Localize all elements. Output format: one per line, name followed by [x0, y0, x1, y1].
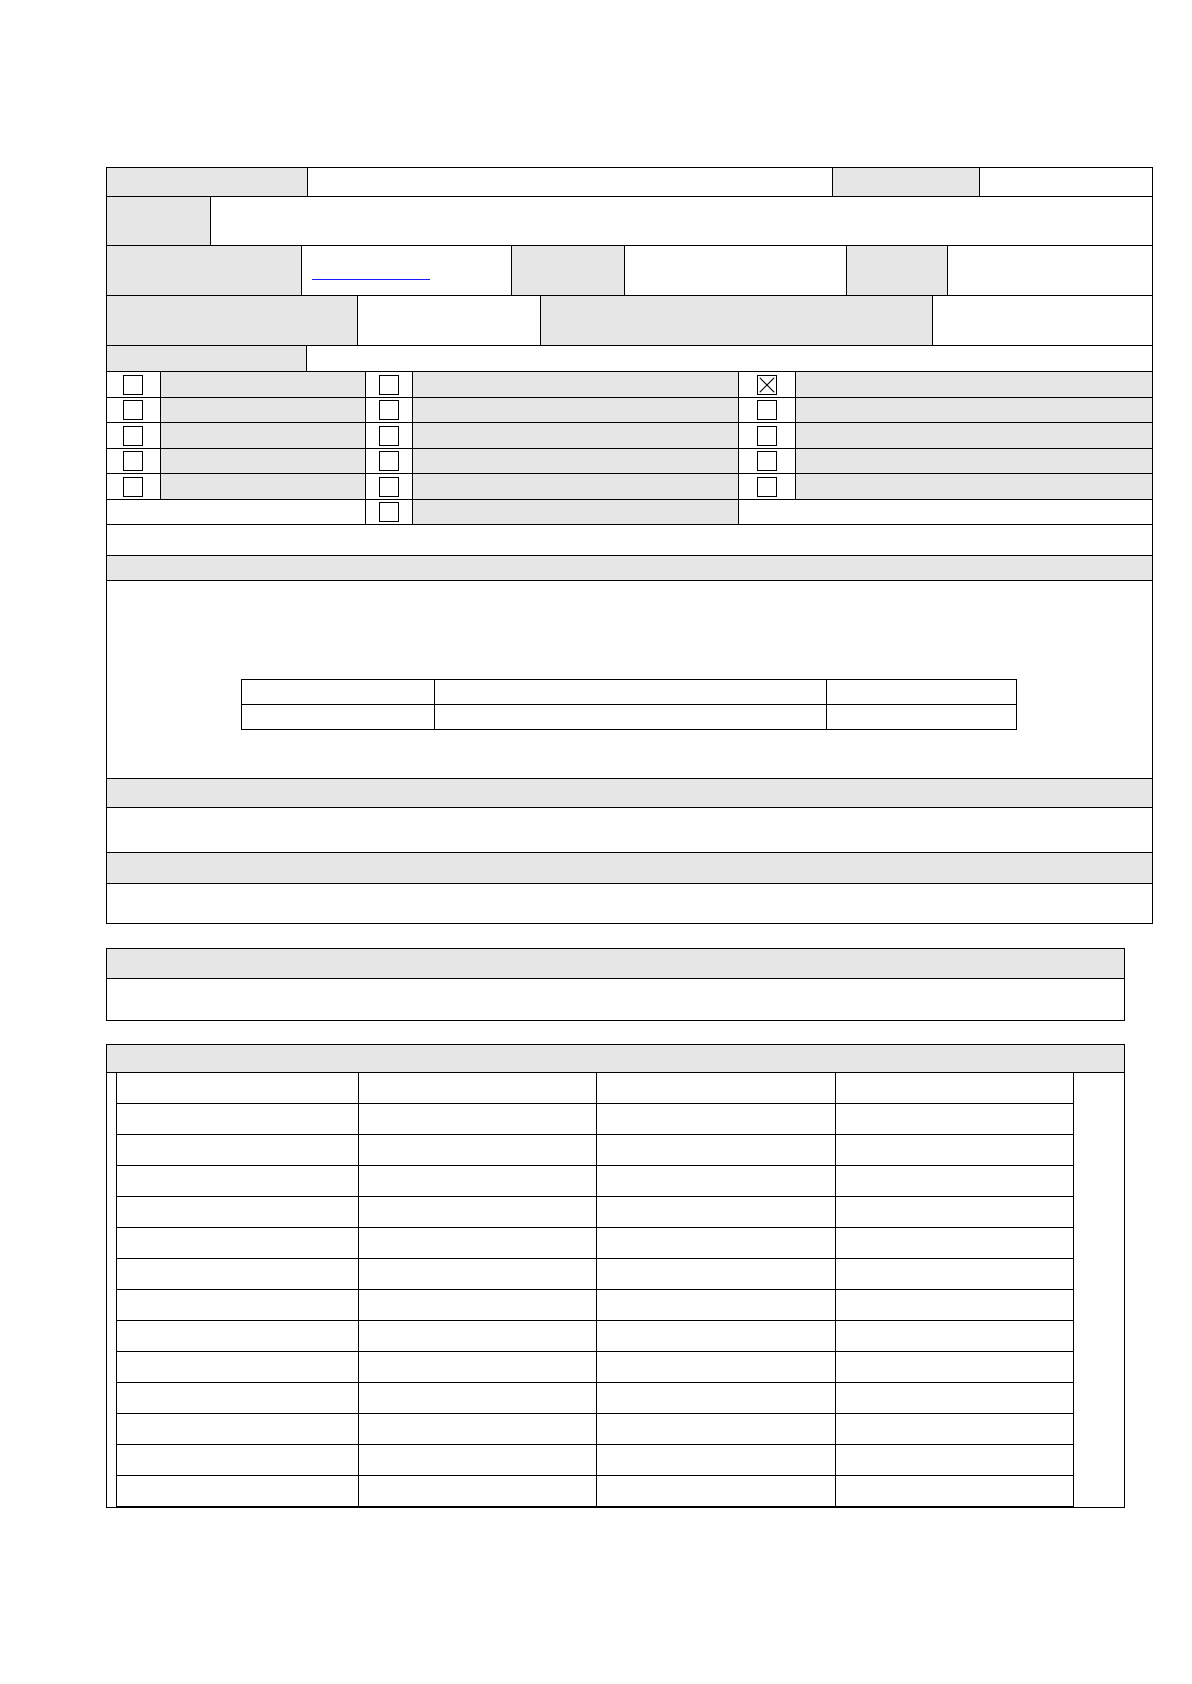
checkbox-cell: [366, 500, 413, 526]
table-cell[interactable]: [836, 1197, 1074, 1228]
table-row: [117, 1445, 1074, 1476]
table-cell[interactable]: [117, 1321, 359, 1352]
checkbox-label-cell: [413, 449, 739, 475]
checkbox[interactable]: [379, 426, 399, 446]
checkbox-label-cell: [161, 449, 366, 475]
value-cell-r2c2[interactable]: [211, 197, 1152, 246]
checkbox-label-cell: [413, 474, 739, 500]
checkbox-cell: [107, 423, 161, 449]
checkbox-cell: [107, 449, 161, 475]
table-cell[interactable]: [597, 1321, 836, 1352]
table-cell[interactable]: [597, 1414, 836, 1445]
table-row: [242, 680, 1017, 705]
checkbox[interactable]: [757, 426, 777, 446]
checkbox-cell: [739, 449, 796, 475]
table-cell[interactable]: [358, 1414, 597, 1445]
blank-row: [107, 526, 1152, 556]
table-cell[interactable]: [117, 1073, 359, 1104]
table-cell[interactable]: [435, 680, 826, 705]
table-cell[interactable]: [836, 1290, 1074, 1321]
notes-body[interactable]: [107, 979, 1124, 1020]
checkbox-label-cell: [161, 474, 366, 500]
cell-divider: [365, 500, 366, 526]
table-cell[interactable]: [597, 1383, 836, 1414]
table-cell[interactable]: [826, 680, 1016, 705]
table-row: [117, 1135, 1074, 1166]
table-cell[interactable]: [358, 1073, 597, 1104]
table-cell[interactable]: [597, 1135, 836, 1166]
table-cell[interactable]: [117, 1476, 359, 1507]
checkbox[interactable]: [123, 375, 143, 395]
checkbox[interactable]: [757, 400, 777, 420]
checkbox-label-cell: [796, 474, 1152, 500]
table-row: [117, 1197, 1074, 1228]
checkbox-label-cell: [413, 372, 739, 398]
section-header-1: [107, 556, 1152, 581]
value-cell-r4c2[interactable]: [358, 296, 541, 346]
table-cell[interactable]: [836, 1135, 1074, 1166]
table-cell[interactable]: [836, 1352, 1074, 1383]
x-mark-icon: [758, 376, 776, 394]
checkbox[interactable]: [757, 451, 777, 471]
checkbox-label-cell: [161, 398, 366, 424]
table-cell[interactable]: [242, 680, 435, 705]
table-row: [117, 1166, 1074, 1197]
table-cell[interactable]: [358, 1445, 597, 1476]
checkbox-label-cell: [796, 449, 1152, 475]
value-cell-r1c2[interactable]: [308, 168, 833, 197]
checkbox-checked[interactable]: [757, 375, 777, 395]
table-cell[interactable]: [358, 1166, 597, 1197]
table-cell[interactable]: [597, 1197, 836, 1228]
table-cell[interactable]: [836, 1383, 1074, 1414]
label-cell-r4c1: [107, 296, 358, 346]
table-cell[interactable]: [597, 1476, 836, 1507]
checkbox-cell: [107, 372, 161, 398]
table-row: [117, 1383, 1074, 1414]
table-row: [117, 1228, 1074, 1259]
table-cell[interactable]: [836, 1228, 1074, 1259]
table-cell[interactable]: [836, 1259, 1074, 1290]
label-cell-r1c3: [833, 168, 980, 197]
table-cell[interactable]: [117, 1414, 359, 1445]
table-row: [242, 705, 1017, 730]
table-cell[interactable]: [836, 1073, 1074, 1104]
table-cell[interactable]: [117, 1445, 359, 1476]
checkbox-cell: [739, 423, 796, 449]
checkbox[interactable]: [379, 477, 399, 497]
value-cell-r5c2[interactable]: [307, 346, 1152, 372]
checkbox-label-cell: [796, 372, 1152, 398]
checkbox-cell: [366, 423, 413, 449]
label-cell-r2c1: [107, 197, 211, 246]
checkbox-cell: [366, 398, 413, 424]
table-cell[interactable]: [597, 1228, 836, 1259]
table-cell[interactable]: [117, 1166, 359, 1197]
checkbox-label-cell: [161, 372, 366, 398]
value-cell-r3c2: [302, 246, 512, 296]
table-row: [117, 1321, 1074, 1352]
checkbox-cell: [107, 474, 161, 500]
label-cell-r4c3: [541, 296, 933, 346]
label-cell-r3c3: [512, 246, 625, 296]
section-body-2: [107, 808, 1152, 853]
table-cell[interactable]: [358, 1383, 597, 1414]
table-row: [117, 1290, 1074, 1321]
table-cell[interactable]: [117, 1259, 359, 1290]
checkbox-cell: [366, 372, 413, 398]
value-cell-r3c4[interactable]: [625, 246, 847, 296]
checkbox[interactable]: [123, 426, 143, 446]
notes-box: [106, 948, 1125, 1021]
checkbox-label-cell: [796, 423, 1152, 449]
table-cell[interactable]: [358, 1135, 597, 1166]
table-cell[interactable]: [358, 1104, 597, 1135]
table-cell[interactable]: [117, 1290, 359, 1321]
table-cell[interactable]: [358, 1197, 597, 1228]
checkbox-cell: [739, 474, 796, 500]
table-cell[interactable]: [836, 1166, 1074, 1197]
table-cell[interactable]: [117, 1104, 359, 1135]
table-cell[interactable]: [358, 1352, 597, 1383]
row-divider: [107, 524, 1152, 525]
table-cell[interactable]: [597, 1073, 836, 1104]
table-cell[interactable]: [836, 1321, 1074, 1352]
table-row: [117, 1352, 1074, 1383]
table-cell[interactable]: [836, 1414, 1074, 1445]
table-cell[interactable]: [358, 1321, 597, 1352]
table-cell[interactable]: [358, 1290, 597, 1321]
table-cell[interactable]: [836, 1104, 1074, 1135]
table-cell[interactable]: [117, 1352, 359, 1383]
table-row: [117, 1476, 1074, 1507]
value-cell-r1c4[interactable]: [980, 168, 1152, 197]
notes-header: [107, 949, 1124, 979]
section-body-3: [107, 884, 1152, 923]
table-cell[interactable]: [358, 1476, 597, 1507]
table-cell[interactable]: [435, 705, 826, 730]
table-row: [117, 1414, 1074, 1445]
table-row: [117, 1104, 1074, 1135]
table-cell[interactable]: [836, 1476, 1074, 1507]
checkbox[interactable]: [123, 477, 143, 497]
checkbox-cell: [366, 474, 413, 500]
label-cell-r3c5: [847, 246, 948, 296]
checkbox[interactable]: [123, 451, 143, 471]
checkbox[interactable]: [379, 400, 399, 420]
checkbox-cell: [107, 398, 161, 424]
section-header-3: [107, 853, 1152, 884]
table-cell[interactable]: [117, 1135, 359, 1166]
table-cell[interactable]: [117, 1197, 359, 1228]
table-cell[interactable]: [597, 1104, 836, 1135]
checkbox-label-cell: [796, 398, 1152, 424]
checkbox[interactable]: [379, 502, 399, 522]
checkbox-cell: [739, 372, 796, 398]
table-cell[interactable]: [597, 1166, 836, 1197]
checkbox-cell: [739, 398, 796, 424]
bottom-table: [116, 1072, 1074, 1507]
table-cell[interactable]: [597, 1259, 836, 1290]
section-header-2: [107, 779, 1152, 808]
label-cell-r1c1: [107, 168, 308, 197]
checkbox-label-cell: [413, 423, 739, 449]
table-box-header: [107, 1045, 1124, 1073]
checkbox[interactable]: [379, 451, 399, 471]
label-cell-r5c1: [107, 346, 307, 372]
table-cell[interactable]: [826, 705, 1016, 730]
checkbox[interactable]: [123, 400, 143, 420]
checkbox-label-cell: [413, 500, 739, 526]
table-cell[interactable]: [597, 1352, 836, 1383]
table-cell[interactable]: [597, 1445, 836, 1476]
table-cell[interactable]: [358, 1228, 597, 1259]
table-cell[interactable]: [117, 1228, 359, 1259]
checkbox[interactable]: [757, 477, 777, 497]
checkbox-label-cell: [413, 398, 739, 424]
table-row: [117, 1259, 1074, 1290]
checkbox[interactable]: [379, 375, 399, 395]
table-cell[interactable]: [242, 705, 435, 730]
inner-table: [241, 679, 1017, 730]
hyperlink[interactable]: [312, 279, 430, 280]
table-cell[interactable]: [836, 1445, 1074, 1476]
table-cell[interactable]: [117, 1383, 359, 1414]
label-cell-r3c1: [107, 246, 302, 296]
table-row: [117, 1073, 1074, 1104]
value-cell-r3c6[interactable]: [948, 246, 1152, 296]
checkbox-label-cell: [161, 423, 366, 449]
value-cell-r4c4[interactable]: [933, 296, 1152, 346]
checkbox-cell: [366, 449, 413, 475]
table-cell[interactable]: [358, 1259, 597, 1290]
table-cell[interactable]: [597, 1290, 836, 1321]
